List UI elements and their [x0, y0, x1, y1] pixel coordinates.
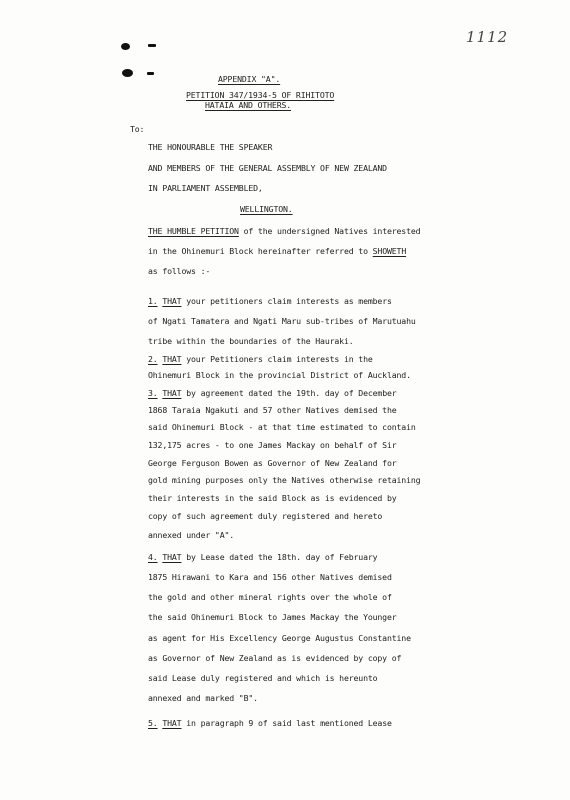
para-3-line-7: their interests in the said Block as is evidenced by: [148, 493, 397, 503]
para-4-line-6: as Governor of New Zealand as is evidenced by copy of: [148, 653, 402, 663]
para-4-number: 4.: [148, 552, 158, 562]
para-3-that: THAT: [162, 388, 182, 398]
para-2-line-2: Ohinemuri Block in the provincial District of Auckland.: [148, 370, 411, 380]
para-4-line-7: said Lease duly registered and which is hereunto: [148, 673, 378, 683]
punch-mark-lower-dash: [147, 72, 154, 75]
para-5-line-1: [148, 719, 392, 727]
para-1-that: THAT: [162, 296, 182, 306]
punch-mark-lower: [122, 69, 133, 77]
intro-line-3: as follows :-: [148, 266, 211, 276]
para-2-text-0: your Petitioners claim interests in the: [181, 354, 373, 364]
para-1-number: 1.: [148, 296, 158, 306]
handwritten-page-number: 1112: [466, 28, 509, 46]
para-2-line-1: [148, 355, 373, 363]
para-3-text-0: by agreement dated the 19th. day of December: [181, 388, 397, 398]
address-line-3: IN PARLIAMENT ASSEMBLED,: [148, 183, 263, 193]
para-1-line-1: [148, 297, 392, 305]
address-line-1: THE HONOURABLE THE SPEAKER: [148, 142, 273, 152]
para-3-line-1: [148, 389, 397, 397]
para-3-line-4: 132,175 acres - to one James Mackay on behalf of Sir: [148, 440, 397, 450]
para-1-line-2: of Ngati Tamatera and Ngati Maru sub-tribes of Marutuahu: [148, 316, 416, 326]
para-3-number: 3.: [148, 388, 158, 398]
para-4-line-5: as agent for His Excellency George Augustus Constantine: [148, 633, 411, 643]
intro-line-2-text: in the Ohinemuri Block hereinafter referred to: [148, 246, 373, 256]
para-4-line-8: annexed and marked "B".: [148, 693, 258, 703]
petition-heading-line2: HATAIA AND OTHERS.: [205, 100, 292, 110]
address-city: WELLINGTON.: [240, 204, 293, 214]
para-3-line-2: 1868 Taraia Ngakuti and 57 other Natives demised the: [148, 405, 397, 415]
para-2-number: 2.: [148, 354, 158, 364]
para-3-line-3: said Ohinemuri Block - at that time estimated to contain: [148, 422, 416, 432]
para-3-line-6: gold mining purposes only the Natives otherwise retaining: [148, 475, 421, 485]
punch-mark-dash: [148, 44, 156, 47]
to-label: To:: [130, 124, 145, 134]
address-line-2: AND MEMBERS OF THE GENERAL ASSEMBLY OF NEW ZEALAND: [148, 163, 387, 173]
para-4-that: THAT: [162, 552, 182, 562]
appendix-heading: APPENDIX "A".: [218, 74, 281, 84]
punch-mark-top: [121, 43, 130, 50]
petition-heading-line1: PETITION 347/1934-5 OF RIHITOTO: [186, 90, 335, 100]
sheweth-label: SHOWETH: [372, 246, 407, 256]
para-4-line-3: the gold and other mineral rights over the whole of: [148, 592, 392, 602]
para-1-line-3: tribe within the boundaries of the Hauraki.: [148, 336, 354, 346]
intro-line-2: [148, 247, 406, 255]
para-2-that: THAT: [162, 354, 182, 364]
intro-line-1-rest: of the undersigned Natives interested: [238, 226, 421, 236]
para-1-text-0: your petitioners claim interests as members: [181, 296, 392, 306]
para-5-number: 5.: [148, 718, 158, 728]
para-5-text-0: in paragraph 9 of said last mentioned Lease: [181, 718, 392, 728]
para-4-text-0: by Lease dated the 18th. day of February: [181, 552, 378, 562]
para-4-line-1: [148, 553, 377, 561]
para-3-line-5: George Ferguson Bowen as Governor of New Zealand for: [148, 458, 397, 468]
intro-line-1: [148, 227, 420, 235]
para-5-that: THAT: [162, 718, 182, 728]
para-4-line-2: 1875 Hirawani to Kara and 156 other Natives demised: [148, 572, 392, 582]
humble-petition-label: THE HUMBLE PETITION: [148, 226, 239, 236]
para-3-line-8: copy of such agreement duly registered and hereto: [148, 511, 383, 521]
para-4-line-4: the said Ohinemuri Block to James Mackay the Younger: [148, 612, 397, 622]
para-3-line-9: annexed under "A".: [148, 530, 235, 540]
